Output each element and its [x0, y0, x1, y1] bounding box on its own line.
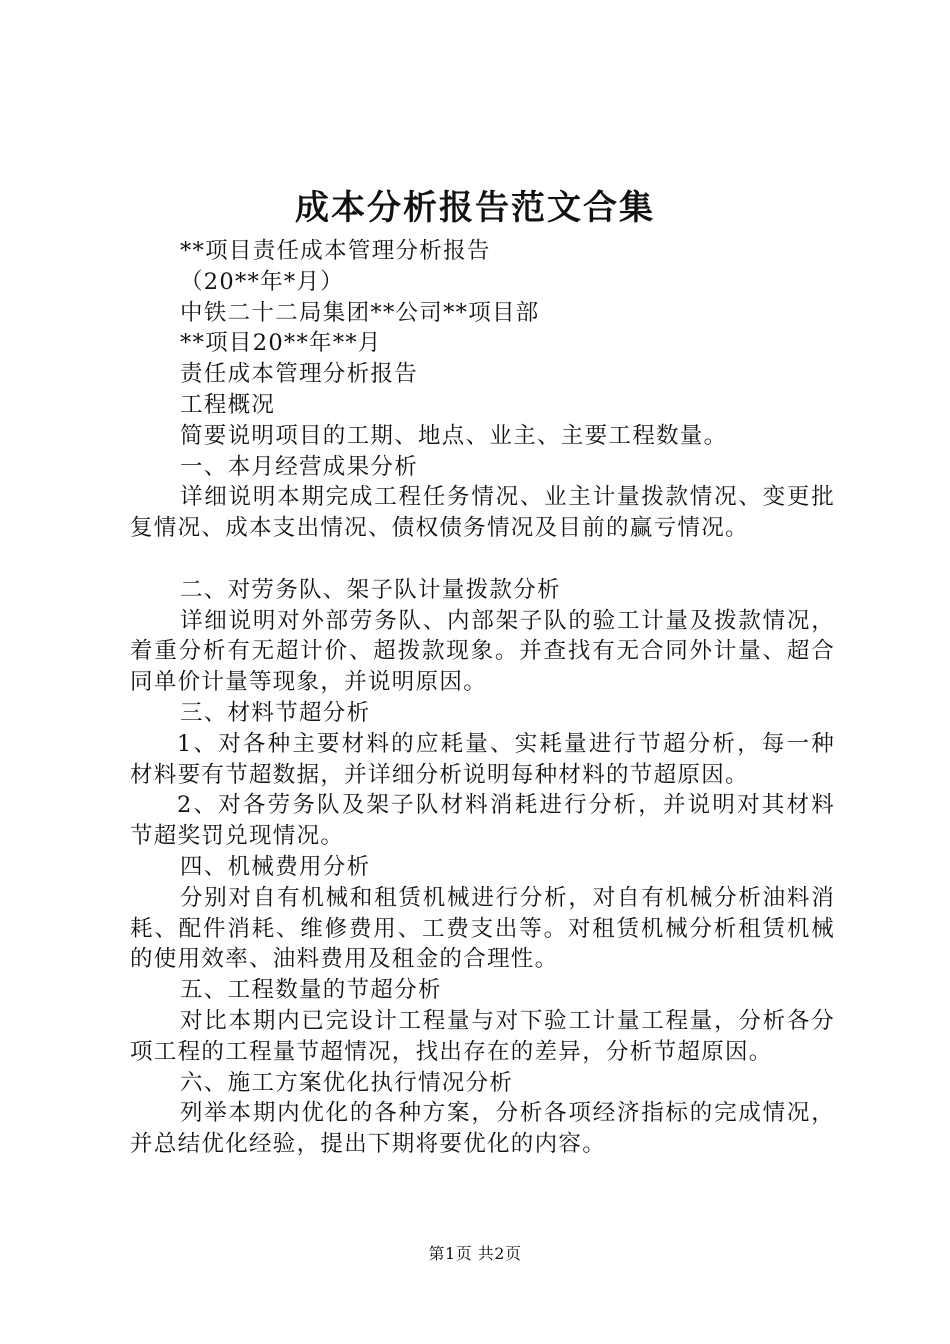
paragraph: **项目责任成本管理分析报告	[180, 238, 491, 264]
blank-line	[130, 544, 835, 575]
section-heading: 四、机械费用分析	[180, 853, 371, 880]
section-heading: 一、本月经营成果分析	[180, 453, 419, 480]
paragraph: 分别对自有机械和租赁机械进行分析，对自有机械分析油料消耗、配件消耗、维修费用、工费支出等。对租赁机械分析租赁机械的使用效率、油料费用及租金的合理性。	[130, 884, 835, 973]
section-heading: 五、工程数量的节超分析	[180, 977, 442, 1004]
section-heading: 二、对劳务队、架子队计量拨款分析	[180, 576, 561, 603]
section-heading: 六、施工方案优化执行情况分析	[180, 1069, 514, 1096]
page-number-footer: 第1页 共2页	[428, 1244, 522, 1263]
section-heading: 三、材料节超分析	[180, 699, 371, 726]
paragraph: 对比本期内已完设计工程量与对下验工计量工程量，分析各分项工程的工程量节超情况，找出存在的差异，分析节超原因。	[130, 1007, 835, 1065]
paragraph: 列举本期内优化的各种方案，分析各项经济指标的完成情况，并总结优化经验，提出下期将要优化的内容。	[130, 1100, 835, 1158]
paragraph: 详细说明本期完成工程任务情况、业主计量拨款情况、变更批复情况、成本支出情况、债权债务情况及目前的赢亏情况。	[130, 484, 835, 542]
paragraph: 责任成本管理分析报告	[180, 361, 419, 388]
paragraph: 工程概况	[180, 391, 276, 418]
document-title: 成本分析报告范文合集	[295, 188, 655, 228]
paragraph: 1、对各种主要材料的应耗量、实耗量进行节超分析，每一种材料要有节超数据，并详细分析说明每种材料的节超原因。	[130, 730, 835, 788]
paragraph: 简要说明项目的工期、地点、业主、主要工程数量。	[180, 422, 728, 449]
paragraph: 详细说明对外部劳务队、内部架子队的验工计量及拨款情况，着重分析有无超计价、超拨款现象。并查找有无合同外计量、超合同单价计量等现象，并说明原因。	[130, 607, 835, 696]
paragraph: 中铁二十二局集团**公司**项目部	[180, 299, 540, 326]
paragraph: 2、对各劳务队及架子队材料消耗进行分析，并说明对其材料节超奖罚兑现情况。	[130, 792, 835, 850]
paragraph: （20**年*月）	[180, 268, 345, 295]
document-body	[130, 236, 835, 1160]
paragraph: **项目20**年**月	[180, 330, 382, 357]
